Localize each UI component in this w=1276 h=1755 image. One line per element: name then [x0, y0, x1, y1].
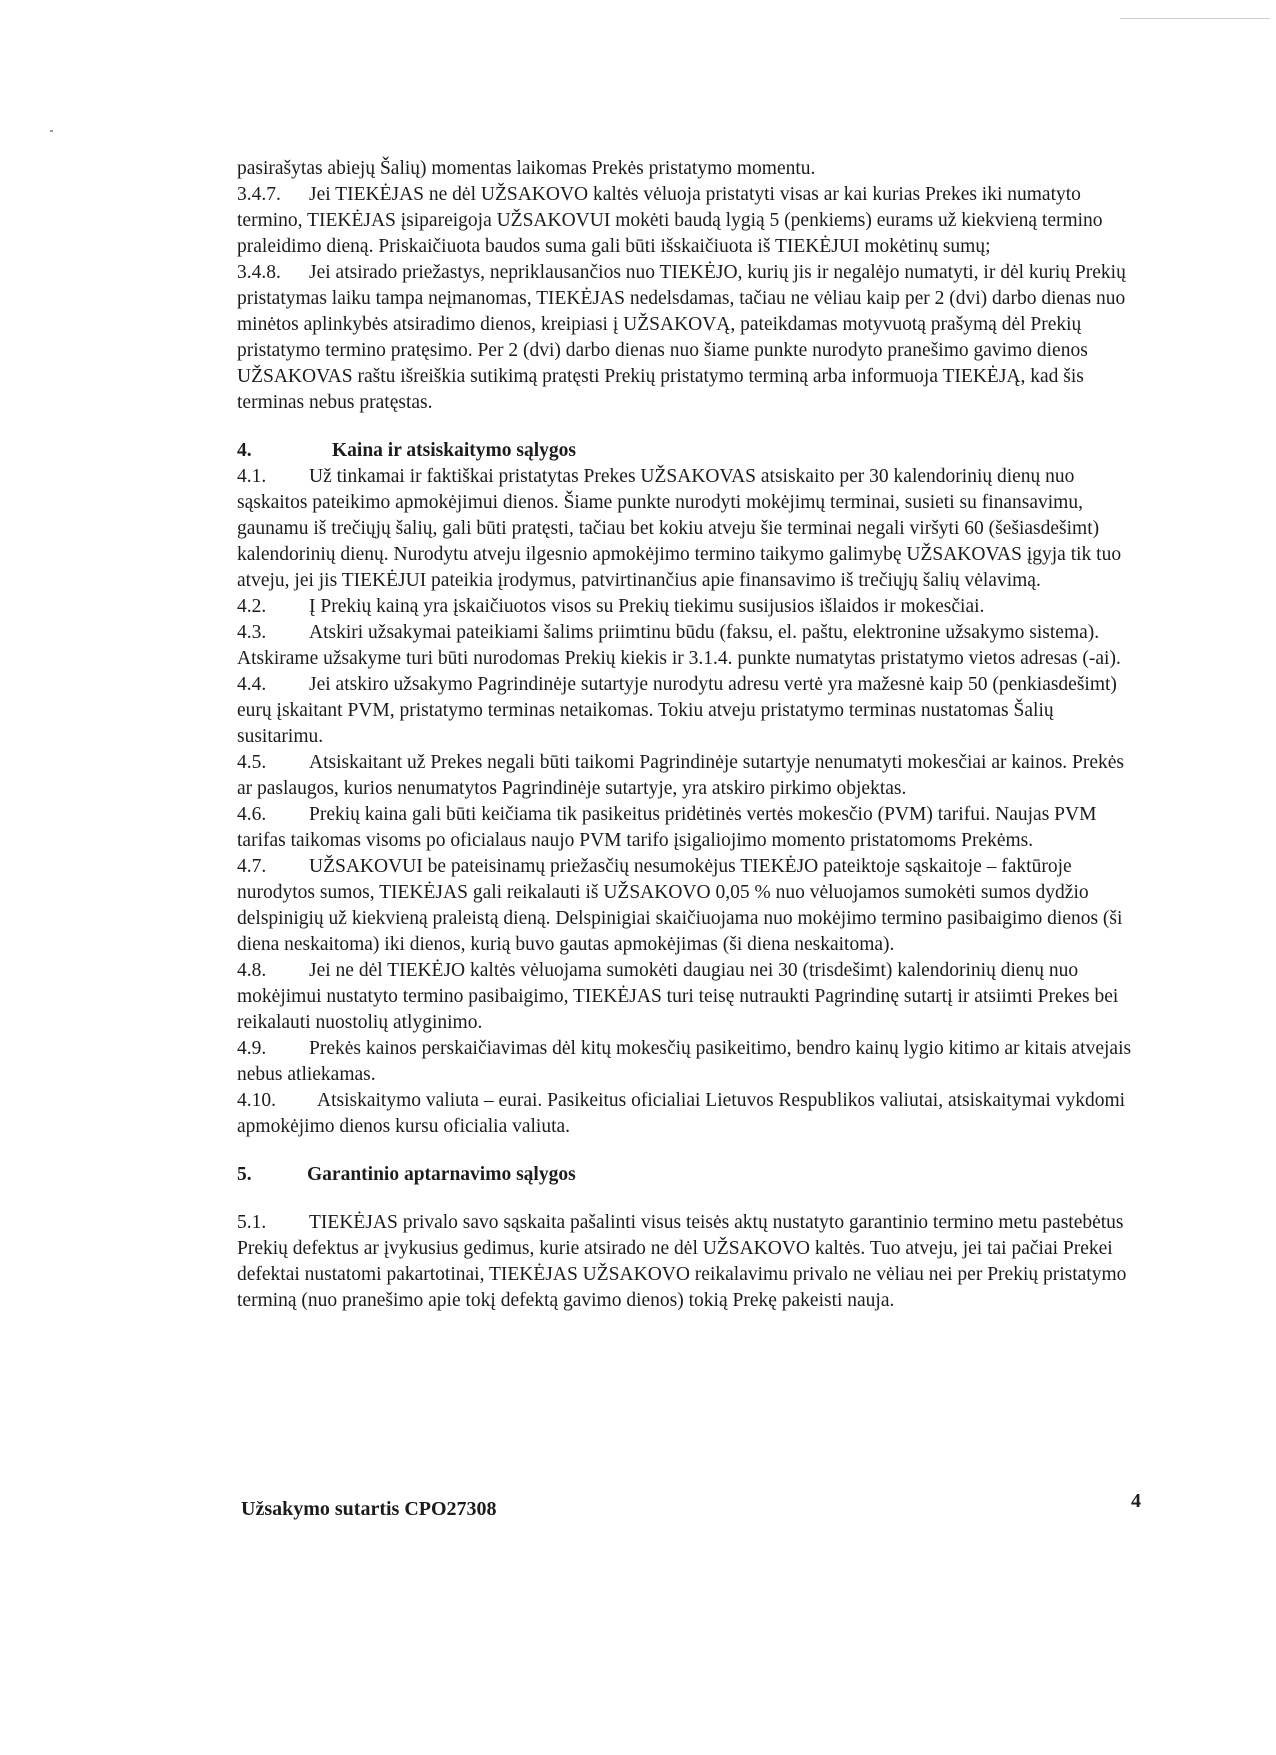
scan-speck — [50, 130, 53, 132]
page-number: 4 — [1131, 1490, 1141, 1512]
paragraph-continuation — [237, 156, 1142, 182]
paragraph-3-4-8 — [237, 260, 1142, 416]
section-5-heading — [237, 1162, 1142, 1188]
clause-4-3 — [237, 620, 1142, 672]
section-number: 4. — [237, 440, 252, 461]
paragraph-text: Jei TIEKĖJAS ne dėl UŽSAKOVO kaltės vėluoja pristatyti visas ar kai kurias Prekes iki numatyto termino, TIEKĖJAS įsipareigoja UŽSAKOVUI mokėti baudą lygią 5 (penkiems) eurams už kiekvieną termino praleidimo dieną. Priskaičiuota baudos suma gali būti išskaičiuota iš TIEKĖJUI mokėtinų sumų; — [237, 184, 1103, 257]
clause-number: 4.5. — [237, 752, 267, 773]
clause-number: 4.1. — [237, 466, 267, 487]
clause-4-9 — [237, 1036, 1142, 1088]
clause-number: 4.2. — [237, 596, 267, 617]
clause-number: 5.1. — [237, 1212, 267, 1233]
paragraph-text: pasirašytas abiejų Šalių) momentas laikomas Prekės pristatymo momentu. — [237, 158, 816, 179]
clause-4-5 — [237, 750, 1142, 802]
section-number: 5. — [237, 1164, 252, 1185]
clause-text: UŽSAKOVUI be pateisinamų priežasčių nesumokėjus TIEKĖJO pateiktoje sąskaitoje – faktūroje nurodytos sumos, TIEKĖJAS gali reikalauti iš UŽSAKOVO 0,05 % nuo vėluojamos sumokėti sumos dydžio delspinigių už kiekvieną praleistą dieną. Delspinigiai skaičiuojama nuo mokėjimo termino pasibaigimo dienos (ši diena neskaitoma) iki dienos, kurią buvo gautas apmokėjimas (ši diena neskaitoma). — [237, 856, 1123, 955]
clause-text: Atskiri užsakymai pateikiami šalims priimtinu būdu (faksu, el. paštu, elektronine užsakymo sistema). Atskirame užsakyme turi būti nurodomas Prekių kiekis ir 3.1.4. punkte numatytas pristatymo vietos adresas (-ai). — [237, 622, 1121, 669]
clause-number: 3.4.8. — [237, 262, 281, 283]
clause-number: 4.7. — [237, 856, 267, 877]
clause-text: TIEKĖJAS privalo savo sąskaita pašalinti visus teisės aktų nustatyto garantinio termino metu pastebėtus Prekių defektus ar įvykusius gedimus, kurie atsirado ne dėl UŽSAKOVO kaltės. Tuo atveju, jei tai pačiai Prekei defektai nustatomi pakartotinai, TIEKĖJAS UŽSAKOVO reikalavimu privalo ne vėliau nei per Prekių pristatymo terminą (nuo pranešimo apie tokį defektą gavimo dienos) tokią Prekę pakeisti nauja. — [237, 1212, 1127, 1311]
footer-title: Užsakymo sutartis CPO27308 — [241, 1498, 497, 1520]
clause-4-2 — [237, 594, 1142, 620]
clause-number: 4.9. — [237, 1038, 267, 1059]
clause-text: Atsiskaitymo valiuta – eurai. Pasikeitus oficialiai Lietuvos Respublikos valiutai, atsiskaitymai vykdomi apmokėjimo dienos kursu oficialia valiuta. — [237, 1090, 1126, 1137]
clause-text: Atsiskaitant už Prekes negali būti taikomi Pagrindinėje sutartyje nenumatyti mokesčiai ar kainos. Prekės ar paslaugos, kurios nenumatytos Pagrindinėje sutartyje, yra atskiro pirkimo objektas. — [237, 752, 1125, 799]
section-4-heading — [237, 438, 1142, 464]
clause-4-6 — [237, 802, 1142, 854]
clause-4-7 — [237, 854, 1142, 958]
clause-number: 4.3. — [237, 622, 267, 643]
clause-number: 3.4.7. — [237, 184, 281, 205]
page-footer — [241, 1490, 1141, 1521]
section-title: Kaina ir atsiskaitymo sąlygos — [332, 440, 576, 461]
clause-text: Į Prekių kainą yra įskaičiuotos visos su Prekių tiekimu susijusios išlaidos ir mokesčiai. — [309, 596, 985, 617]
clause-text: Prekių kaina gali būti keičiama tik pasikeitus pridėtinės vertės mokesčio (PVM) tarifui. Naujas PVM tarifas taikomas visoms po oficialaus naujo PVM tarifo įsigaliojimo momento pristatomoms Prekėms. — [237, 804, 1097, 851]
scan-edge-line — [1120, 18, 1270, 19]
clause-text: Prekės kainos perskaičiavimas dėl kitų mokesčių pasikeitimo, bendro kainų lygio kitimo ar kitais atvejais nebus atliekamas. — [237, 1038, 1132, 1085]
section-title: Garantinio aptarnavimo sąlygos — [307, 1164, 576, 1185]
clause-5-1 — [237, 1210, 1142, 1314]
clause-4-10 — [237, 1088, 1142, 1140]
clause-text: Jei atskiro užsakymo Pagrindinėje sutartyje nurodytu adresu vertė yra mažesnė kaip 50 (penkiasdešimt) eurų įskaitant PVM, pristatymo terminas netaikomas. Tokiu atveju pristatymo terminas nustatomas Šalių susitarimu. — [237, 674, 1117, 747]
spacer — [237, 1188, 1142, 1210]
clause-4-1 — [237, 464, 1142, 594]
clause-number: 4.8. — [237, 960, 267, 981]
clause-number: 4.10. — [237, 1090, 276, 1111]
document-body — [237, 156, 1142, 1314]
clause-text: Jei ne dėl TIEKĖJO kaltės vėluojama sumokėti daugiau nei 30 (trisdešimt) kalendorinių dienų nuo mokėjimui nustatyto termino pasibaigimo, TIEKĖJAS turi teisę nutraukti Pagrindinę sutartį ir atsiimti Prekes bei reikalauti nuostolių atlyginimo. — [237, 960, 1119, 1033]
clause-number: 4.4. — [237, 674, 267, 695]
paragraph-3-4-7 — [237, 182, 1142, 260]
paragraph-text: Jei atsirado priežastys, nepriklausančios nuo TIEKĖJO, kurių jis ir negalėjo numatyti, ir dėl kurių Prekių pristatymas laiku tampa neįmanomas, TIEKĖJAS nedelsdamas, tačiau ne vėliau kaip per 2 (dvi) darbo dienas nuo minėtos aplinkybės atsiradimo dienos, kreipiasi į UŽSAKOVĄ, pateikdamas motyvuotą prašymą dėl Prekių pristatymo termino pratęsimo. Per 2 (dvi) darbo dienas nuo šiame punkte nurodyto pranešimo gavimo dienos UŽSAKOVAS raštu išreiškia sutikimą pratęsti Prekių pristatymo terminą arba informuoja TIEKĖJĄ, kad šis terminas nebus pratęstas. — [237, 262, 1126, 413]
clause-4-8 — [237, 958, 1142, 1036]
clause-4-4 — [237, 672, 1142, 750]
clause-text: Už tinkamai ir faktiškai pristatytas Prekes UŽSAKOVAS atsiskaito per 30 kalendorinių dienų nuo sąskaitos pateikimo apmokėjimui dienos. Šiame punkte nurodyti mokėjimų terminai, susieti su finansavimu, gaunamu iš trečiųjų šalių, gali būti pratęsti, tačiau bet kokiu atveju šie terminai negali viršyti 60 (šešiasdešimt) kalendorinių dienų. Nurodytu atveju ilgesnio apmokėjimo termino taikymo galimybę UŽSAKOVAS įgyja tik tuo atveju, jei jis TIEKĖJUI pateikia įrodymus, patvirtinančius apie finansavimo iš trečiųjų šalių vėlavimą. — [237, 466, 1122, 591]
clause-number: 4.6. — [237, 804, 267, 825]
